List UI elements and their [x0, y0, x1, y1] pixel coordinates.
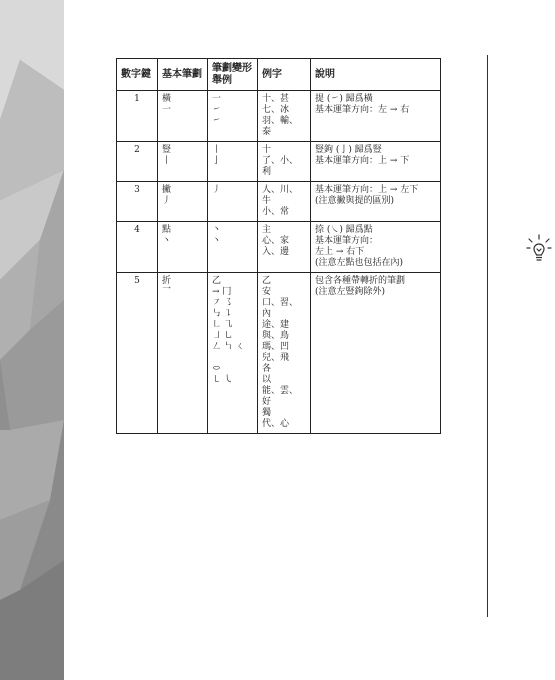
side-decoration-band: [0, 0, 64, 680]
stroke-table: [116, 58, 441, 434]
row-stroke-variants: 丶 丶: [208, 222, 258, 273]
row-basic-stroke: 點 丶: [158, 222, 208, 273]
header-description: 說明: [311, 59, 441, 91]
header-stroke-variants: 筆劃變形 舉例: [208, 59, 258, 91]
header-basic-stroke: 基本筆劃: [158, 59, 208, 91]
row-examples: 主 心、家 入、邊: [258, 222, 311, 273]
row-examples: 十、甚 七、冰 羽、輸、泰: [258, 91, 311, 142]
row-stroke-variants: 一 ㇀ ㇀: [208, 91, 258, 142]
lightbulb-tip-icon: [526, 234, 552, 264]
row-description: 豎鉤 (亅) 歸爲豎 基本運筆方向：上 → 下: [311, 142, 441, 182]
table-header-row: [117, 59, 441, 91]
row-description: 基本運筆方向：上 → 左下 (注意撇與提的區別): [311, 182, 441, 222]
row-stroke-variants: 乙 → 冂 ㇇ ㇌ ㇉ ㇊ ㇗ ㇈ ㇘ ㇟ ㇜ ㇞ ㄑ ㇣ ㇄ ㇂: [208, 273, 258, 434]
table-row: [117, 142, 441, 182]
row-key: 4: [117, 222, 158, 273]
row-description: 包含各種帶轉折的筆劃 (注意左豎鉤除外): [311, 273, 441, 434]
row-examples: 十 了、小、利: [258, 142, 311, 182]
row-examples: 人、川、牛 小、常: [258, 182, 311, 222]
row-description: 提 (㇀) 歸爲橫 基本運筆方向：左 → 右: [311, 91, 441, 142]
row-key: 2: [117, 142, 158, 182]
row-examples: 乙 安 口、習、內 途、建 與、鳥 瑪、凹 兒、飛 各 以 能、雲、好 獨 代、心: [258, 273, 311, 434]
header-examples: 例字: [258, 59, 311, 91]
table-row: [117, 273, 441, 434]
row-key: 5: [117, 273, 158, 434]
table-row: [117, 91, 441, 142]
row-basic-stroke: 折 乛: [158, 273, 208, 434]
row-description: 捺 (㇏) 歸爲點 基本運筆方向： 左上 → 右下 (注意左點也包括在內): [311, 222, 441, 273]
header-key: 數字鍵: [117, 59, 158, 91]
row-stroke-variants: 丨 亅: [208, 142, 258, 182]
row-key: 3: [117, 182, 158, 222]
row-stroke-variants: 丿: [208, 182, 258, 222]
margin-rule: [487, 55, 488, 617]
table-row: [117, 182, 441, 222]
row-basic-stroke: 豎 丨: [158, 142, 208, 182]
row-basic-stroke: 橫 一: [158, 91, 208, 142]
table-row: [117, 222, 441, 273]
row-key: 1: [117, 91, 158, 142]
row-basic-stroke: 撇 丿: [158, 182, 208, 222]
